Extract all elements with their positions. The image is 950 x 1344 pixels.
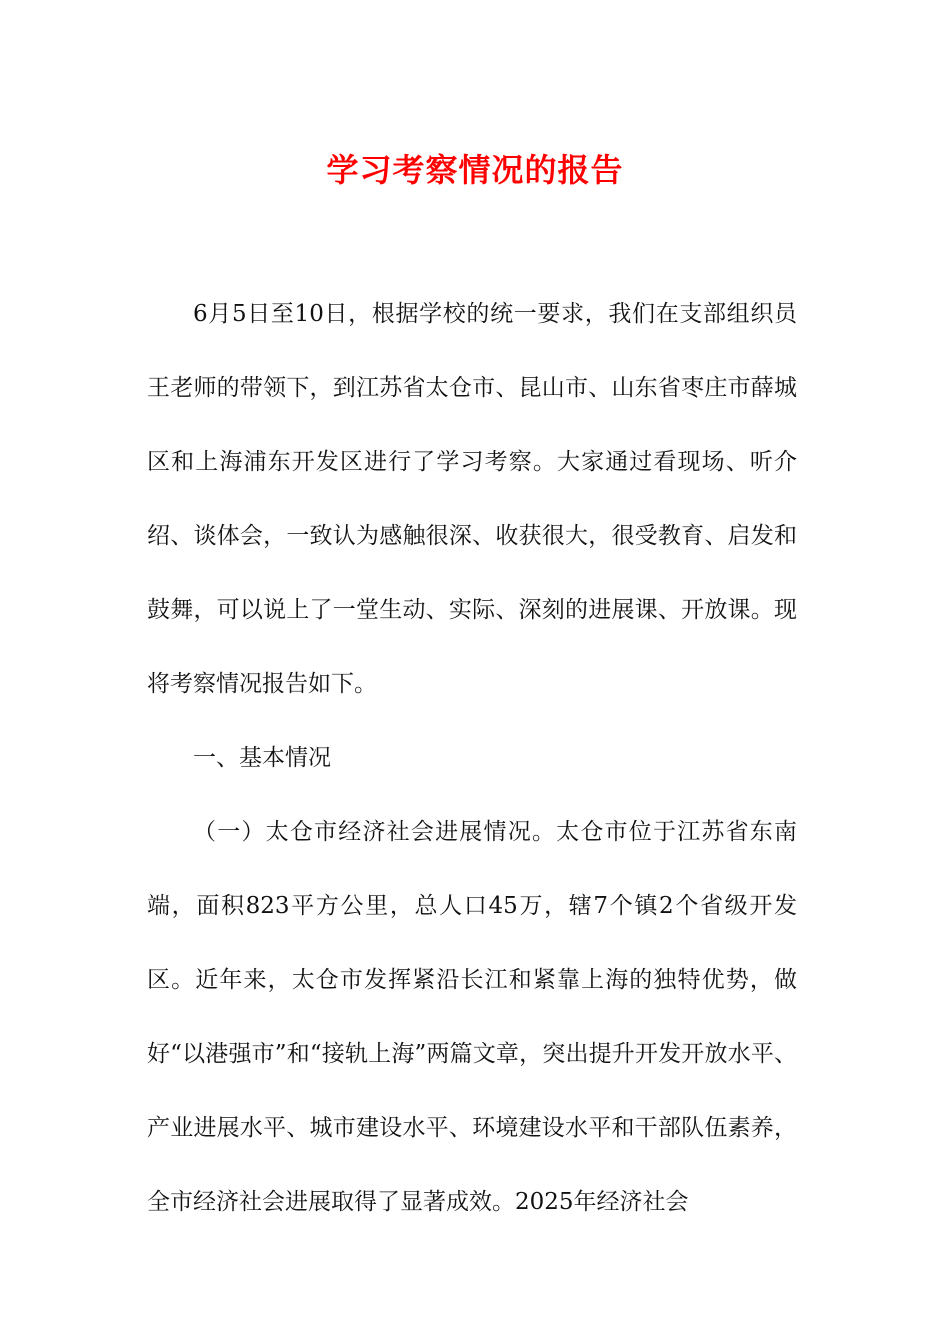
- document-title: 学习考察情况的报告: [326, 151, 624, 189]
- paragraph-intro: 6月5日至10日，根据学校的统一要求，我们在支部组织员王老师的带领下，到江苏省太仓市、昆山市、山东省枣庄市薛城区和上海浦东开发区进行了学习考察。大家通过看现场、听介绍、谈体会，一致认为感触很深、收获很大，很受教育、启发和鼓舞，可以说上了一堂生动、实际、深刻的进展课、开放课。现将考察情况报告如下。: [147, 301, 797, 697]
- section-heading-basic-situation: 一、基本情况: [193, 745, 331, 771]
- paragraph-taicang: （一）太仓市经济社会进展情况。太仓市位于江苏省东南端，面积823平方公里，总人口45万，辖7个镇2个省级开发区。近年来，太仓市发挥紧沿长江和紧靠上海的独特优势，做好“以港强市”和“接轨上海”两篇文章，突出提升开发开放水平、产业进展水平、城市建设水平、环境建设水平和干部队伍素养，全市经济社会进展取得了显著成效。2025年经济社会: [147, 819, 797, 1215]
- document-body: [147, 277, 797, 1239]
